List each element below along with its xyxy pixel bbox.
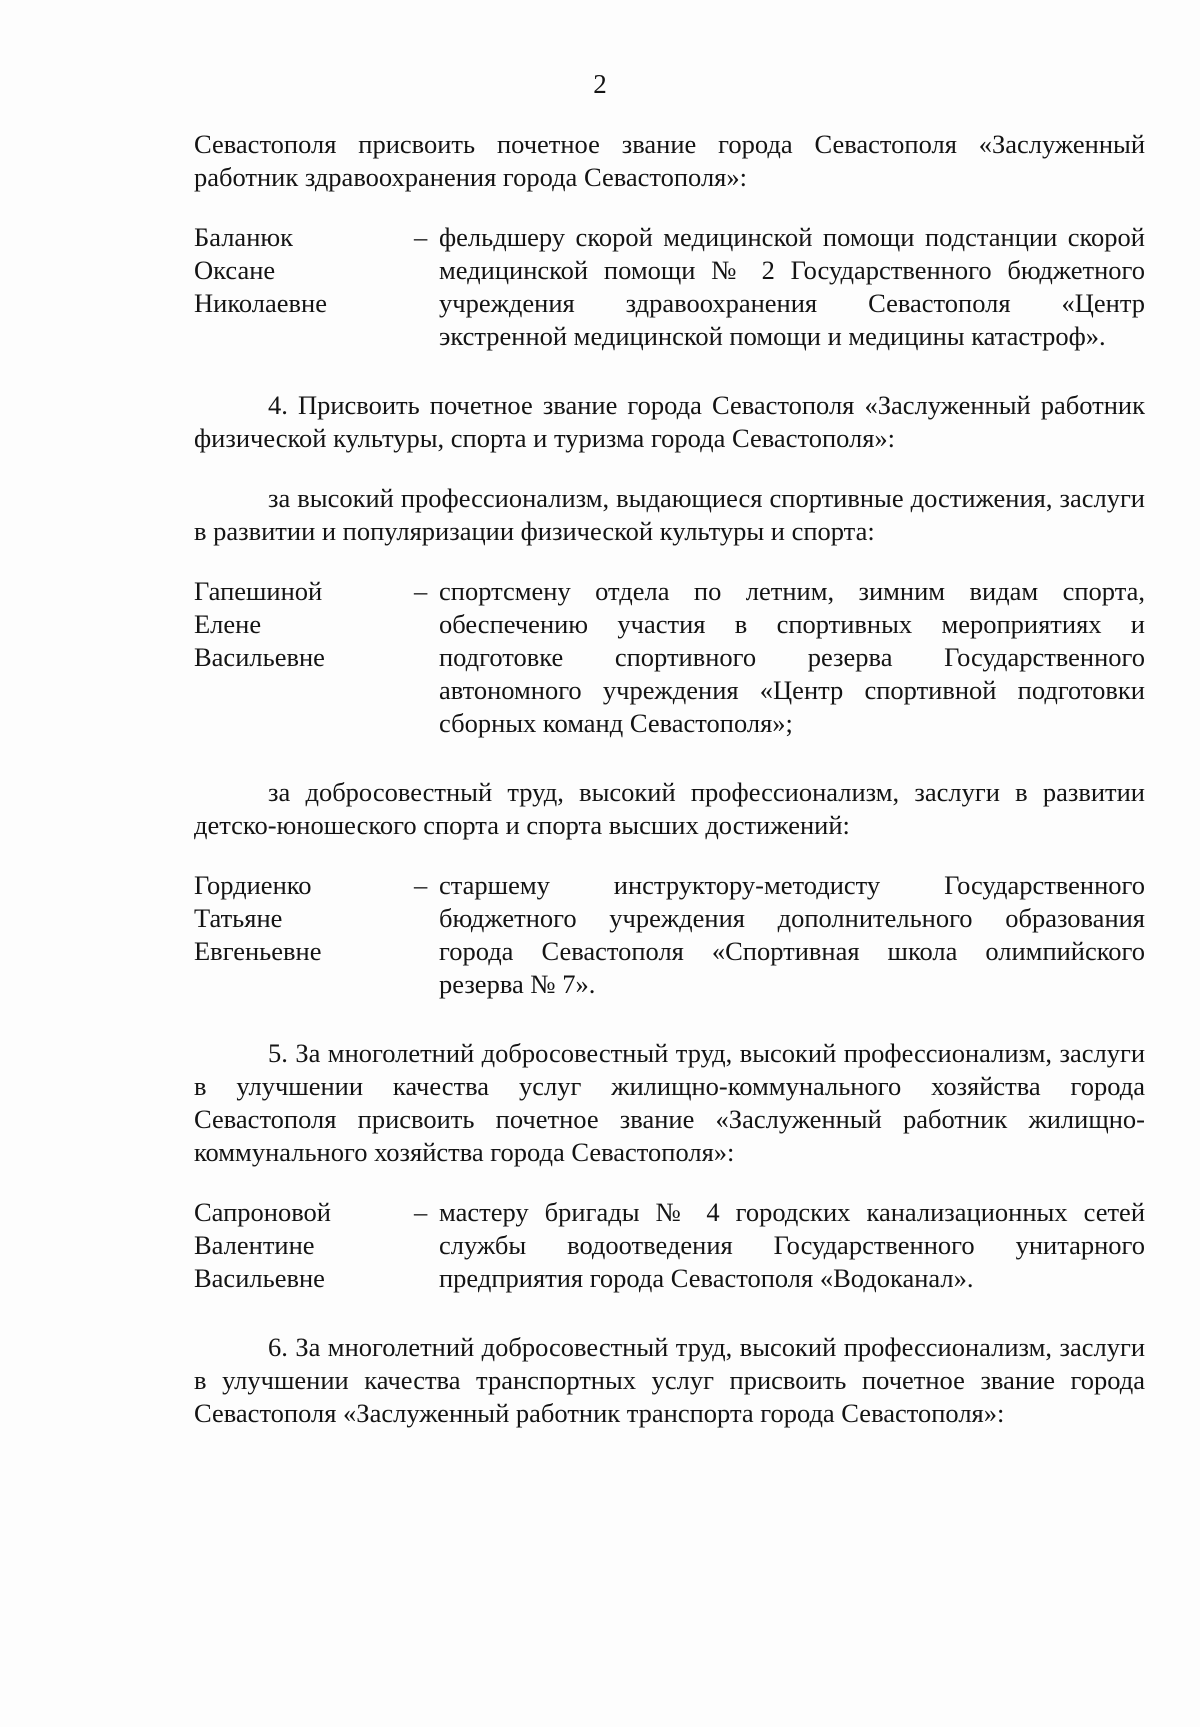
awardee-name xyxy=(194,869,414,1001)
paragraph-4: 4. Присвоить почетное звание города Севастополя «Заслуженный работник физической культуры, спорта и туризма города Севастополя»: xyxy=(194,390,1145,453)
awardee-surname: Гапешиной xyxy=(194,576,323,606)
awardee-first-name: Оксане xyxy=(194,255,276,285)
awardee-dash: – xyxy=(414,576,428,606)
awardee-patronymic: Васильевне xyxy=(194,1263,325,1293)
document-body xyxy=(194,128,1145,1430)
awardee-name xyxy=(194,1196,414,1295)
awardee-first-name: Татьяне xyxy=(194,903,283,933)
awardee-description: спортсмену отдела по летним, зимним видам спорта, обеспечению участия в спортивных мероприятиях и подготовке спортивного резерва Государственного автономного учреждения «Центр спортивной подготовки сборных команд Севастополя»; xyxy=(439,576,1145,738)
awardee-entry xyxy=(194,869,1145,1001)
awardee-first-name: Валентине xyxy=(194,1230,315,1260)
awardee-description: мастеру бригады № 4 городских канализационных сетей службы водоотведения Государственного унитарного предприятия города Севастополя «Водоканал». xyxy=(439,1197,1145,1293)
paragraph-4-reason-1: за высокий профессионализм, выдающиеся спортивные достижения, заслуги в развитии и популяризации физической культуры и спорта: xyxy=(194,483,1145,546)
awardee-dash: – xyxy=(414,870,428,900)
paragraph-intro-tail: Севастополя присвоить почетное звание города Севастополя «Заслуженный работник здравоохранения города Севастополя»: xyxy=(194,129,1145,192)
paragraph-4-reason-2: за добросовестный труд, высокий профессионализм, заслуги в развитии детско-юношеского спорта и спорта высших достижений: xyxy=(194,777,1145,840)
paragraph-6: 6. За многолетний добросовестный труд, высокий профессионализм, заслуги в улучшении качества транспортных услуг присвоить почетное звание города Севастополя «Заслуженный работник транспорта города Севастополя»: xyxy=(194,1332,1145,1428)
awardee-entry xyxy=(194,221,1145,353)
awardee-entry xyxy=(194,1196,1145,1295)
awardee-patronymic: Васильевне xyxy=(194,642,325,672)
awardee-dash: – xyxy=(414,222,428,252)
awardee-description: фельдшеру скорой медицинской помощи подстанции скорой медицинской помощи № 2 Государственного бюджетного учреждения здравоохранения Севастополя «Центр экстренной медицинской помощи и медицины катастроф». xyxy=(439,222,1145,351)
awardee-name xyxy=(194,221,414,353)
awardee-surname: Сапроновой xyxy=(194,1197,331,1227)
awardee-name xyxy=(194,575,414,740)
awardee-entry xyxy=(194,575,1145,740)
page-number: 2 xyxy=(593,69,607,99)
awardee-description: старшему инструктору-методисту Государственного бюджетного учреждения дополнительного образования города Севастополя «Спортивная школа олимпийского резерва № 7». xyxy=(439,870,1145,999)
awardee-dash: – xyxy=(414,1197,428,1227)
awardee-surname: Гордиенко xyxy=(194,870,312,900)
paragraph-5: 5. За многолетний добросовестный труд, высокий профессионализм, заслуги в улучшении качества услуг жилищно-коммунального хозяйства города Севастополя присвоить почетное звание «Заслуженный работник жилищно-коммунального хозяйства города Севастополя»: xyxy=(194,1038,1145,1167)
awardee-surname: Баланюк xyxy=(194,222,294,252)
awardee-first-name: Елене xyxy=(194,609,262,639)
awardee-patronymic: Евгеньевне xyxy=(194,936,322,966)
awardee-patronymic: Николаевне xyxy=(194,288,327,318)
